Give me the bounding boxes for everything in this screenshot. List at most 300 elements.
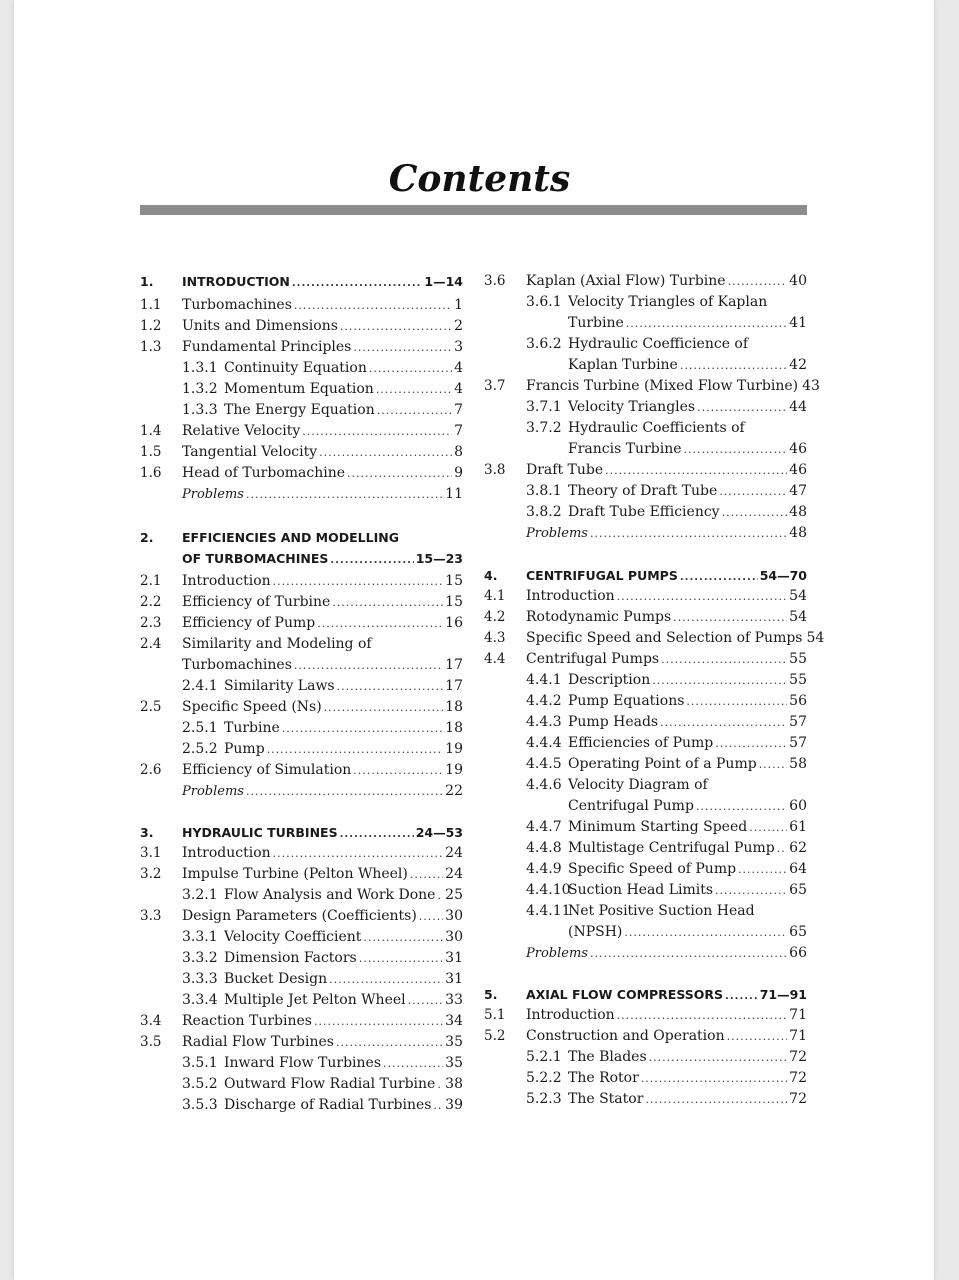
entry-label: 1.3.2 Momentum Equation: [182, 379, 374, 400]
toc-problems: [484, 943, 807, 964]
section-number: 5.2.2: [526, 1070, 562, 1086]
entry-label: Radial Flow Turbines: [182, 1034, 334, 1050]
toc-entry: [484, 1005, 807, 1026]
leader-dots: [353, 760, 443, 781]
toc-subentry: [140, 739, 463, 760]
leader-dots: [377, 400, 452, 421]
entry-label: 3.7.1 Velocity Triangles: [526, 397, 695, 418]
leader-dots: [246, 781, 443, 802]
toc-subentry: [484, 754, 807, 775]
page-number: 71—91: [759, 987, 807, 1002]
leader-dots: [369, 358, 452, 379]
section-number: 1.3.2: [182, 381, 218, 397]
section-number: 3.5.1: [182, 1055, 218, 1071]
section-number: 3.1: [140, 845, 162, 861]
toc-subentry: [140, 1095, 463, 1116]
leader-dots: [660, 712, 787, 733]
page-number: 38: [445, 1076, 463, 1092]
leader-dots: [697, 397, 787, 418]
toc-entry: [140, 634, 463, 655]
toc-entry: [484, 649, 807, 670]
entry-label: 3.3.4 Multiple Jet Pelton Wheel: [182, 990, 406, 1011]
section-number: 3.7: [484, 378, 506, 394]
entry-label: 5.2.1 The Blades: [526, 1047, 647, 1068]
entry-label: Efficiency of Turbine: [182, 594, 331, 610]
section-number: 3.3: [140, 908, 162, 924]
toc-subentry: [484, 775, 807, 796]
leader-dots: [273, 843, 444, 864]
page-number: 2: [454, 318, 463, 334]
section-number: 2.1: [140, 573, 162, 589]
leader-dots: [715, 733, 787, 754]
entry-label: HYDRAULIC TURBINES: [182, 825, 338, 840]
section-number: 4.4.6: [526, 777, 562, 793]
leader-dots: [419, 906, 443, 927]
page-number: 18: [445, 720, 463, 736]
entry-label: Problems: [182, 487, 244, 502]
leader-dots: [246, 484, 443, 505]
toc-subentry: [484, 418, 807, 439]
page-number: 15: [445, 594, 463, 610]
page-number: 48: [789, 504, 807, 520]
toc-subentry: [484, 1068, 807, 1089]
section-number: 1.6: [140, 465, 162, 481]
toc-subentry: [140, 1074, 463, 1095]
page-number: 58: [789, 756, 807, 772]
entry-label: Relative Velocity: [182, 423, 301, 439]
section-number: 3.: [140, 825, 154, 840]
leader-dots: [777, 838, 787, 859]
entry-label: Fundamental Principles: [182, 339, 352, 355]
page-number: 1: [454, 297, 463, 313]
title-rule: [140, 205, 807, 215]
entry-label: 3.3.3 Bucket Design: [182, 969, 327, 990]
page-number: 35: [445, 1055, 463, 1071]
toc-chapter-2: [140, 527, 463, 548]
entry-label: 3.2.1 Flow Analysis and Work Done: [182, 885, 435, 906]
leader-dots: [340, 316, 452, 337]
leader-dots: [696, 796, 787, 817]
toc-entry: [140, 843, 463, 864]
entry-label: 1.3.1 Continuity Equation: [182, 358, 367, 379]
leader-dots: [652, 670, 787, 691]
toc-entry: [140, 295, 463, 316]
section-number: 3.3.1: [182, 929, 218, 945]
toc-subentry: [484, 817, 807, 838]
page-number: 9: [454, 465, 463, 481]
toc-subentry: [484, 502, 807, 523]
entry-label: 2.4.1 Similarity Laws: [182, 676, 335, 697]
entry-label: 3.5.1 Inward Flow Turbines: [182, 1053, 381, 1074]
entry-label: Construction and Operation: [526, 1028, 725, 1044]
toc-right-column: [484, 271, 825, 1110]
leader-dots: [433, 1095, 443, 1116]
section-number: 4.4.2: [526, 693, 562, 709]
page-number: 8: [454, 444, 463, 460]
entry-label: Centrifugal Pumps: [526, 651, 660, 667]
section-number: 5.2: [484, 1028, 506, 1044]
toc-problems: [140, 484, 463, 505]
entry-label: Impulse Turbine (Pelton Wheel): [182, 866, 408, 882]
page-number: 55: [789, 672, 807, 688]
entry-label: 4.4.10Suction Head Limits: [526, 880, 713, 901]
leader-dots: [661, 649, 787, 670]
leader-dots: [641, 1068, 787, 1089]
toc-subentry: [484, 1089, 807, 1110]
section-number: 4.: [484, 568, 498, 583]
toc-entry: [140, 1011, 463, 1032]
page-number: 1—14: [424, 274, 463, 289]
leader-dots: [347, 463, 452, 484]
entry-label: CENTRIFUGAL PUMPS: [526, 568, 678, 583]
toc-subentry: [140, 927, 463, 948]
section-number: 5.2.3: [526, 1091, 562, 1107]
toc-entry: [484, 1026, 807, 1047]
section-number: 1.: [140, 274, 154, 289]
toc-entry: [484, 628, 825, 649]
section-number: 3.8.1: [526, 483, 562, 499]
section-number: 4.2: [484, 609, 506, 625]
toc-entry: [484, 607, 807, 628]
entry-label: 3.5.3 Discharge of Radial Turbines: [182, 1095, 431, 1116]
toc-subentry: [140, 718, 463, 739]
page-number: 60: [789, 798, 807, 814]
entry-label: Kaplan Turbine: [568, 357, 678, 373]
page-number: 19: [445, 741, 463, 757]
section-number: 4.3: [484, 630, 506, 646]
leader-dots: [363, 927, 443, 948]
section-number: 2.4: [140, 636, 162, 652]
leader-dots: [649, 1047, 788, 1068]
toc-entry: [140, 463, 463, 484]
page-number: 72: [789, 1091, 807, 1107]
toc-subentry: [484, 334, 807, 355]
leader-dots: [437, 885, 443, 906]
entry-label: 4.4.3 Pump Heads: [526, 712, 658, 733]
page-number: 46: [789, 441, 807, 457]
entry-label: Efficiency of Simulation: [182, 762, 352, 778]
toc-entry: [484, 271, 807, 292]
section-number: 2.5.2: [182, 741, 218, 757]
toc-entry-cont: [140, 655, 463, 676]
page-number: 39: [445, 1097, 463, 1113]
leader-dots: [725, 986, 758, 1007]
page-number: 22: [445, 783, 463, 799]
leader-dots: [282, 718, 443, 739]
leader-dots: [617, 1005, 788, 1026]
entry-label: 3.6.1 Velocity Triangles of Kaplan: [526, 292, 767, 313]
toc-subentry: [484, 397, 807, 418]
toc-subentry: [140, 1053, 463, 1074]
toc-subentry: [140, 948, 463, 969]
section-number: 4.4.10: [526, 882, 571, 898]
toc-subentry-cont: [484, 355, 807, 376]
entry-label: Similarity and Modeling of: [182, 636, 372, 652]
entry-label: 4.4.5 Operating Point of a Pump: [526, 754, 757, 775]
page-title: Contents: [388, 158, 571, 200]
section-number: 3.6: [484, 273, 506, 289]
leader-dots: [749, 817, 787, 838]
toc-subentry-cont: [484, 313, 807, 334]
section-number: 4.4.11: [526, 903, 571, 919]
page-number: 33: [445, 992, 463, 1008]
entry-label: Units and Dimensions: [182, 318, 338, 334]
section-number: 3.2.1: [182, 887, 218, 903]
page-number: 64: [789, 861, 807, 877]
entry-label: Introduction: [526, 588, 615, 604]
entry-label: 4.4.11Net Positive Suction Head: [526, 901, 755, 922]
toc-entry: [140, 906, 463, 927]
leader-dots: [353, 337, 452, 358]
entry-label: Tangential Velocity: [182, 444, 318, 460]
section-number: 4.4.4: [526, 735, 562, 751]
page-number: 54: [789, 588, 807, 604]
leader-dots: [684, 439, 788, 460]
section-number: 5.: [484, 987, 498, 1002]
toc-subentry: [484, 901, 807, 922]
leader-dots: [336, 1032, 443, 1053]
section-number: 4.4.8: [526, 840, 562, 856]
toc-problems: [140, 781, 463, 802]
section-number: 1.3.1: [182, 360, 218, 376]
entry-label: AXIAL FLOW COMPRESSORS: [526, 987, 724, 1002]
section-number: 3.5.3: [182, 1097, 218, 1113]
toc-entry: [140, 421, 463, 442]
toc-subentry-cont: [484, 796, 807, 817]
entry-label: 5.2.3 The Stator: [526, 1089, 643, 1110]
entry-label: 3.8.2 Draft Tube Efficiency: [526, 502, 720, 523]
page-number: 34: [445, 1013, 463, 1029]
page-number: 40: [789, 273, 807, 289]
entry-label: Head of Turbomachine: [182, 465, 346, 481]
page-number: 19: [445, 762, 463, 778]
entry-label: 2.5.2 Pump: [182, 739, 265, 760]
toc-subentry: [140, 379, 463, 400]
page-number: 71: [789, 1028, 807, 1044]
page-number: 44: [789, 399, 807, 415]
entry-label: 1.3.3 The Energy Equation: [182, 400, 375, 421]
section-number: 2.5: [140, 699, 162, 715]
entry-label: 4.4.2 Pump Equations: [526, 691, 684, 712]
toc-subentry: [484, 292, 807, 313]
leader-dots: [727, 1026, 788, 1047]
leader-dots: [292, 273, 423, 294]
leader-dots: [738, 859, 787, 880]
page-number: 65: [789, 924, 807, 940]
page-number: 24—53: [415, 825, 463, 840]
section-number: 1.2: [140, 318, 162, 334]
section-number: 2.5.1: [182, 720, 218, 736]
page-number: 55: [789, 651, 807, 667]
page-number: 3: [454, 339, 463, 355]
entry-label: Kaplan (Axial Flow) Turbine: [526, 273, 726, 289]
page-number: 57: [789, 714, 807, 730]
entry-label: Rotodynamic Pumps: [526, 609, 672, 625]
leader-dots: [759, 754, 787, 775]
leader-dots: [722, 502, 788, 523]
section-number: 2.6: [140, 762, 162, 778]
page-number: 25: [445, 887, 463, 903]
page-number: 71: [789, 1007, 807, 1023]
page-number: 56: [789, 693, 807, 709]
section-number: 3.2: [140, 866, 162, 882]
page-number: 42: [789, 357, 807, 373]
page-number: 30: [445, 929, 463, 945]
page-number: 30: [445, 908, 463, 924]
leader-dots: [340, 824, 414, 845]
page-number: 54—70: [759, 568, 807, 583]
toc-subentry-cont: [484, 922, 807, 943]
toc-entry: [140, 592, 463, 613]
toc-subentry: [484, 880, 807, 901]
entry-label: Specific Speed and Selection of Pumps: [526, 630, 803, 646]
section-number: 1.3.3: [182, 402, 218, 418]
entry-label: Problems: [526, 526, 588, 541]
leader-dots: [686, 691, 787, 712]
entry-label: 4.4.1 Description: [526, 670, 650, 691]
page-number: 54: [789, 609, 807, 625]
entry-label: Centrifugal Pump: [568, 798, 694, 814]
page-number: 72: [789, 1070, 807, 1086]
leader-dots: [383, 1053, 443, 1074]
toc-problems: [484, 523, 807, 544]
leader-dots: [317, 613, 443, 634]
page-number: 31: [445, 950, 463, 966]
section-number: 3.7.2: [526, 420, 562, 436]
leader-dots: [324, 697, 443, 718]
toc-subentry: [140, 969, 463, 990]
page-number: 11: [445, 486, 463, 502]
entry-label: 3.8.1 Theory of Draft Tube: [526, 481, 717, 502]
page-number: 15: [445, 573, 463, 589]
section-number: 1.1: [140, 297, 162, 313]
leader-dots: [645, 1089, 787, 1110]
section-number: 4.4.5: [526, 756, 562, 772]
toc-subentry: [484, 670, 807, 691]
toc-subentry: [484, 838, 807, 859]
section-number: 4.1: [484, 588, 506, 604]
leader-dots: [680, 355, 787, 376]
section-number: 3.5: [140, 1034, 162, 1050]
leader-dots: [294, 655, 443, 676]
entry-label: Problems: [526, 946, 588, 961]
section-number: 3.3.4: [182, 992, 218, 1008]
page-number: 46: [789, 462, 807, 478]
entry-label: 5.2.2 The Rotor: [526, 1068, 639, 1089]
page-number: 24: [445, 845, 463, 861]
section-number: 4.4.7: [526, 819, 562, 835]
section-number: 4.4: [484, 651, 506, 667]
leader-dots: [728, 271, 788, 292]
section-number: 3.6.1: [526, 294, 562, 310]
toc-chapter-2-cont: [140, 548, 463, 569]
leader-dots: [680, 567, 758, 588]
section-number: 3.5.2: [182, 1076, 218, 1092]
page-number: 17: [445, 657, 463, 673]
page-number: 15—23: [415, 551, 463, 566]
toc-entry: [140, 337, 463, 358]
entry-label: Introduction: [526, 1007, 615, 1023]
leader-dots: [314, 1011, 443, 1032]
page-number: 62: [789, 840, 807, 856]
section-number: 1.4: [140, 423, 162, 439]
entry-label: Introduction: [182, 845, 271, 861]
toc-subentry: [484, 1047, 807, 1068]
page-number: 61: [789, 819, 807, 835]
section-number: 1.3: [140, 339, 162, 355]
toc-entry: [140, 442, 463, 463]
leader-dots: [437, 1074, 443, 1095]
entry-label: 4.4.6 Velocity Diagram of: [526, 775, 708, 796]
leader-dots: [410, 864, 443, 885]
toc-subentry: [140, 885, 463, 906]
toc-entry: [484, 376, 820, 397]
section-number: 4.4.3: [526, 714, 562, 730]
section-number: 3.7.1: [526, 399, 562, 415]
toc-entry: [140, 697, 463, 718]
section-number: 2.2: [140, 594, 162, 610]
entry-label: OF TURBOMACHINES: [182, 551, 329, 566]
section-number: 3.3.2: [182, 950, 218, 966]
leader-dots: [624, 922, 787, 943]
entry-label: Turbine: [568, 315, 624, 331]
entry-label: INTRODUCTION: [182, 274, 290, 289]
entry-label: Design Parameters (Coefficients): [182, 908, 417, 924]
entry-label: Efficiency of Pump: [182, 615, 316, 631]
page-number: 57: [789, 735, 807, 751]
entry-label: Introduction: [182, 573, 271, 589]
leader-dots: [330, 550, 413, 571]
toc-subentry: [484, 481, 807, 502]
entry-label: 3.6.2 Hydraulic Coefficience of: [526, 334, 748, 355]
page-number: 43: [802, 378, 820, 394]
leader-dots: [673, 607, 787, 628]
leader-dots: [329, 969, 443, 990]
toc-subentry: [484, 859, 807, 880]
toc-entry: [140, 760, 463, 781]
leader-dots: [719, 481, 787, 502]
toc-subentry: [484, 733, 807, 754]
page-number: 65: [789, 882, 807, 898]
toc-subentry: [140, 358, 463, 379]
leader-dots: [267, 739, 443, 760]
leader-dots: [590, 523, 787, 544]
toc-entry: [140, 571, 463, 592]
section-number: 3.8.2: [526, 504, 562, 520]
page-number: 17: [445, 678, 463, 694]
toc-entry: [484, 586, 807, 607]
section-number: 3.8: [484, 462, 506, 478]
entry-label: Problems: [182, 784, 244, 799]
entry-label: 4.4.9 Specific Speed of Pump: [526, 859, 736, 880]
section-number: 2.: [140, 530, 154, 545]
toc-subentry: [484, 691, 807, 712]
page-number: 41: [789, 315, 807, 331]
entry-label: Draft Tube: [526, 462, 604, 478]
section-number: 5.2.1: [526, 1049, 562, 1065]
entry-label: 3.5.2 Outward Flow Radial Turbine: [182, 1074, 435, 1095]
leader-dots: [319, 442, 452, 463]
section-number: 4.4.1: [526, 672, 562, 688]
entry-label: Reaction Turbines: [182, 1013, 312, 1029]
page-number: 24: [445, 866, 463, 882]
entry-label: 3.3.2 Dimension Factors: [182, 948, 357, 969]
leader-dots: [294, 295, 452, 316]
toc-entry: [140, 1032, 463, 1053]
toc-left-column: [140, 271, 463, 1116]
leader-dots: [332, 592, 443, 613]
leader-dots: [617, 586, 788, 607]
